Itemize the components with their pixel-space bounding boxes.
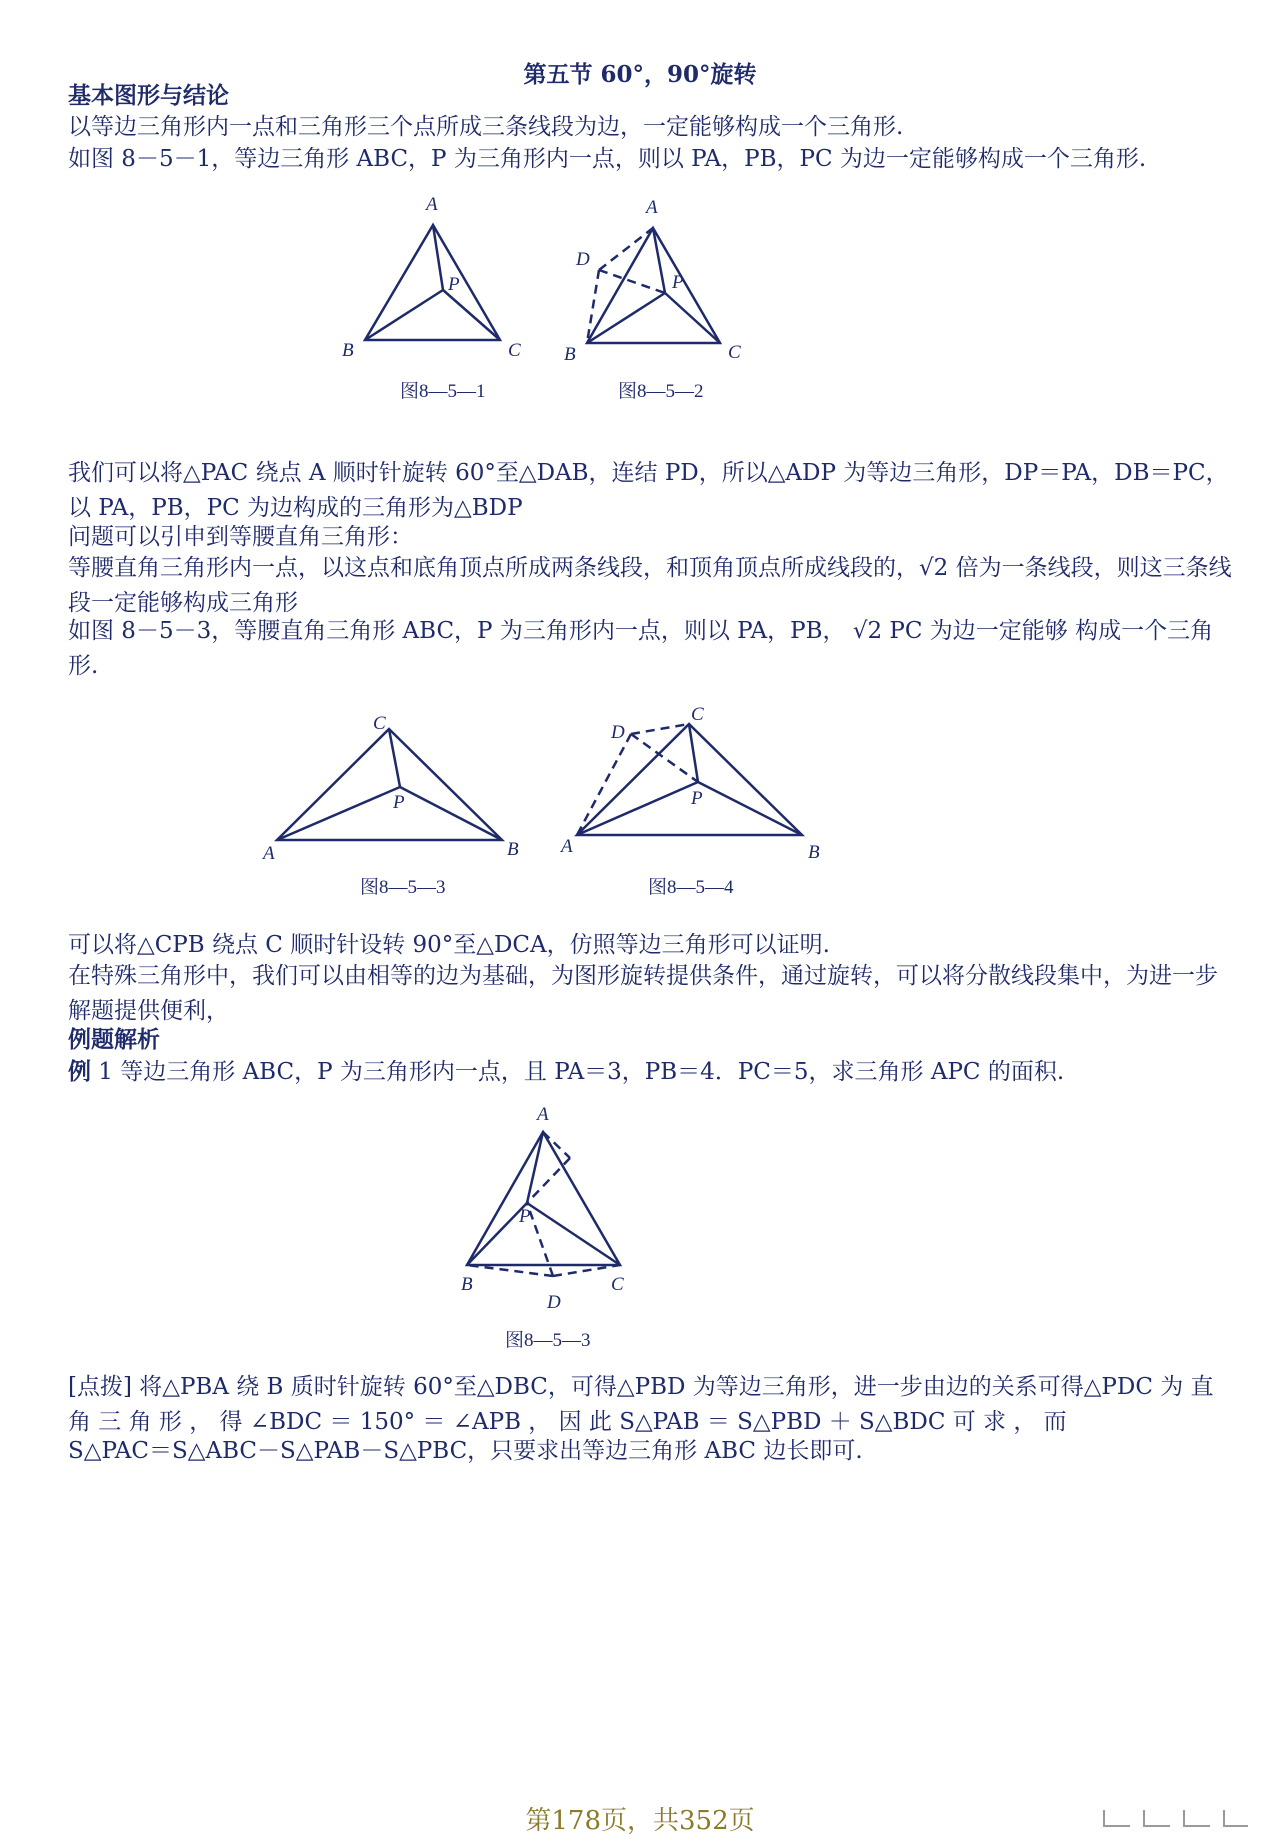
figure-8-5-2 [560,190,780,370]
label-B: B [461,1274,473,1295]
paragraph-6: 如图 8－5－3，等腰直角三角形 ABC，P 为三角形内一点，则以 PA，PB， √2 PC 为边一定能够 构成一个三角形. [68,618,1214,679]
label-C: C [611,1274,624,1295]
hint-formula: S△PAC＝S△ABC－S△PAB－S△PBC，只要求出等边三角形 ABC 边长即可. [68,1438,863,1464]
caption-example: 图8—5—3 [505,1330,591,1351]
paragraph-4: 问题可以引申到等腰直角三角形： [68,524,413,550]
page-title: 第五节 60°，90°旋转 [523,61,757,88]
caption-8-5-3: 图8—5—3 [360,877,446,898]
example-label: 例 [68,1058,91,1085]
paragraph-2: 如图 8－5－1，等边三角形 ABC，P 为三角形内一点，则以 PA，PB，PC 为边一定能够构成一个三角形. [68,146,1147,172]
figure-8-5-4 [555,700,845,870]
label-D: D [611,722,625,743]
label-P: P [691,788,703,809]
paragraph-5: 等腰直角三角形内一点，以这点和底角顶点所成两条线段，和顶角顶点所成线段的，√2 倍为一条线段，则这三条线段一定能够构成三角形 [68,555,1232,616]
label-A: A [263,843,275,864]
hint-label: [点拨] [68,1374,132,1400]
label-P: P [672,272,684,293]
caption-8-5-2: 图8—5—2 [618,381,704,402]
label-C: C [728,342,741,363]
label-A: A [537,1104,549,1125]
label-C: C [691,704,704,725]
paragraph-8: 在特殊三角形中，我们可以由相等的边为基础，为图形旋转提供条件，通过旋转，可以将分散线段集中，为进一步解题提供便利， [68,963,1218,1024]
label-P: P [393,792,405,813]
label-A: A [561,836,573,857]
label-B: B [808,842,820,863]
example-1 [68,1054,1232,1090]
label-B: B [507,839,519,860]
page-navigation-icon[interactable] [1100,1808,1250,1830]
section-heading-basic: 基本图形与结论 [68,82,229,109]
page-footer: 第178页，共352页 [525,1806,755,1836]
figure-8-5-1 [330,190,550,370]
label-D: D [547,1292,561,1313]
label-D: D [576,249,590,270]
label-A: A [426,194,438,215]
figure-example-1 [445,1100,645,1320]
label-B: B [564,344,576,365]
label-A: A [646,197,658,218]
label-C: C [508,340,521,361]
caption-8-5-4: 图8—5—4 [648,877,734,898]
hint-text-1: 将△PBA 绕 B 质时针旋转 60°至△DBC，可得△PBD 为等边三角形，进一步由边的关系可得△PDC 为 直 角 三 角 形 ， 得 ∠BDC ＝ 150° ＝ ∠APB ， 因 此 S△PAB ＝ S△PBD ＋ S△BDC 可 求 ， 而 [68,1374,1214,1435]
label-P: P [519,1206,531,1227]
label-B: B [342,340,354,361]
hint-paragraph [68,1370,1232,1440]
paragraph-1: 以等边三角形内一点和三角形三个点所成三条线段为边，一定能够构成一个三角形. [68,114,904,140]
example-1-text: 1 等边三角形 ABC，P 为三角形内一点，且 PA＝3，PB＝4．PC＝5，求三角形 APC 的面积. [91,1059,1065,1085]
label-P: P [448,274,460,295]
caption-8-5-1: 图8—5—1 [400,381,486,402]
paragraph-7: 可以将△CPB 绕点 C 顺时针设转 90°至△DCA，仿照等边三角形可以证明. [68,932,830,958]
label-C: C [373,713,386,734]
section-heading-examples: 例题解析 [68,1026,160,1053]
figure-8-5-3 [255,705,545,870]
paragraph-3: 我们可以将△PAC 绕点 A 顺时针旋转 60°至△DAB，连结 PD，所以△ADP 为等边三角形，DP＝PA，DB＝PC，以 PA，PB，PC 为边构成的三角形为△BDP [68,460,1229,521]
